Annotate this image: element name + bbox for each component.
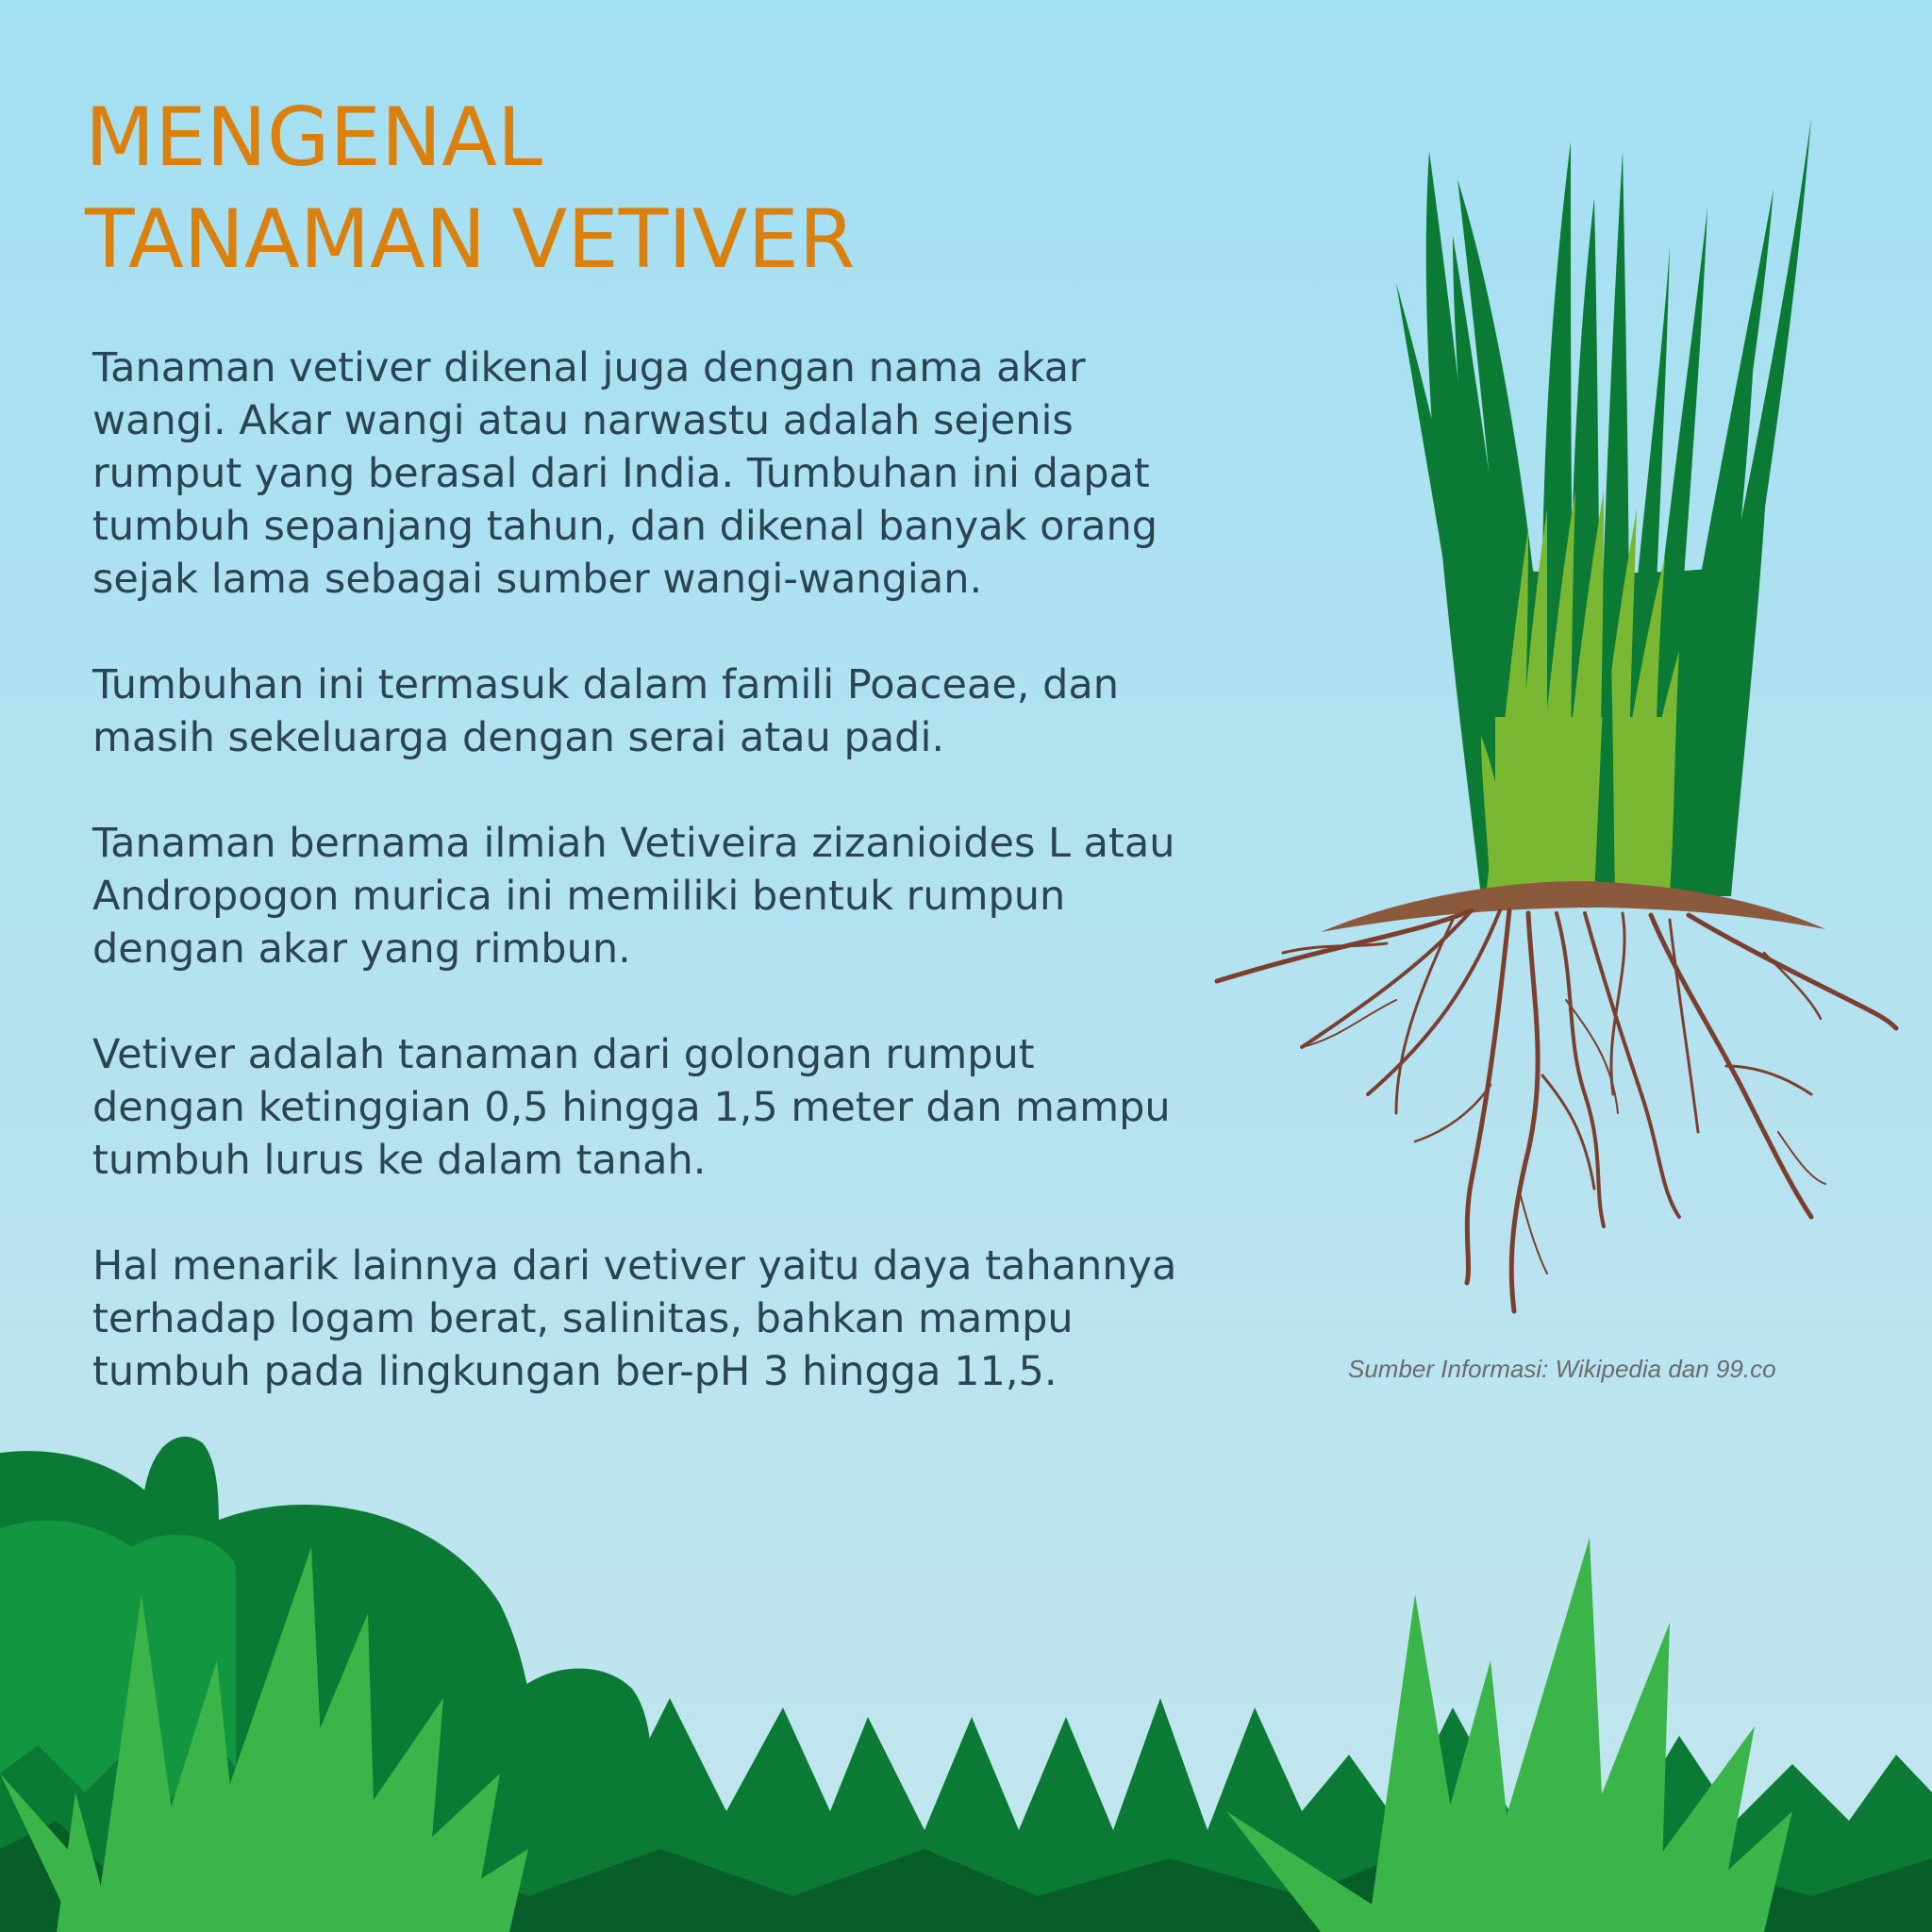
- paragraph-3: [92, 817, 1300, 975]
- paragraph-line: Tumbuhan ini termasuk dalam famili Poaceae, dan: [92, 661, 1120, 708]
- paragraph-line: Andropogon murica ini memiliki bentuk rumpun: [92, 873, 1066, 920]
- paragraph-4: [92, 1028, 1300, 1187]
- title-line-1: MENGENAL: [85, 91, 542, 185]
- page-title: [85, 87, 856, 291]
- paragraph-line: tumbuh sepanjang tahun, dan dikenal banyak orang: [92, 503, 1158, 550]
- paragraph-line: Tanaman vetiver dikenal juga dengan nama akar: [92, 344, 1086, 391]
- paragraph-line: rumput yang berasal dari India. Tumbuhan ini dapat: [92, 450, 1150, 497]
- paragraph-line: sejak lama sebagai sumber wangi-wangian.: [92, 556, 983, 603]
- source-credit: Sumber Informasi: Wikipedia dan 99.co: [1348, 1355, 1776, 1383]
- paragraph-line: Vetiver adalah tanaman dari golongan rumput: [92, 1031, 1035, 1078]
- body-text: [92, 341, 1300, 1451]
- paragraph-line: tumbuh pada lingkungan ber-pH 3 hingga 11,5.: [92, 1348, 1058, 1395]
- paragraph-line: terhadap logam berat, salinitas, bahkan mampu: [92, 1295, 1074, 1342]
- paragraph-line: Hal menarik lainnya dari vetiver yaitu daya tahannya: [92, 1242, 1177, 1290]
- paragraph-line: dengan ketinggian 0,5 hingga 1,5 meter dan mampu: [92, 1084, 1171, 1131]
- paragraph-line: dengan akar yang rimbun.: [92, 925, 631, 973]
- paragraph-5: [92, 1240, 1300, 1398]
- paragraph-line: wangi. Akar wangi atau narwastu adalah sejenis: [92, 397, 1074, 444]
- paragraph-line: tumbuh lurus ke dalam tanah.: [92, 1137, 707, 1184]
- vetiver-plant-illustration: [1217, 118, 1896, 1311]
- paragraph-1: [92, 341, 1300, 606]
- paragraph-line: masih sekeluarga dengan serai atau padi.: [92, 714, 945, 761]
- title-line-2: TANAMAN VETIVER: [85, 192, 856, 287]
- paragraph-2: [92, 658, 1300, 764]
- paragraph-line: Tanaman bernama ilmiah Vetiveira zizanioides L atau: [92, 820, 1175, 867]
